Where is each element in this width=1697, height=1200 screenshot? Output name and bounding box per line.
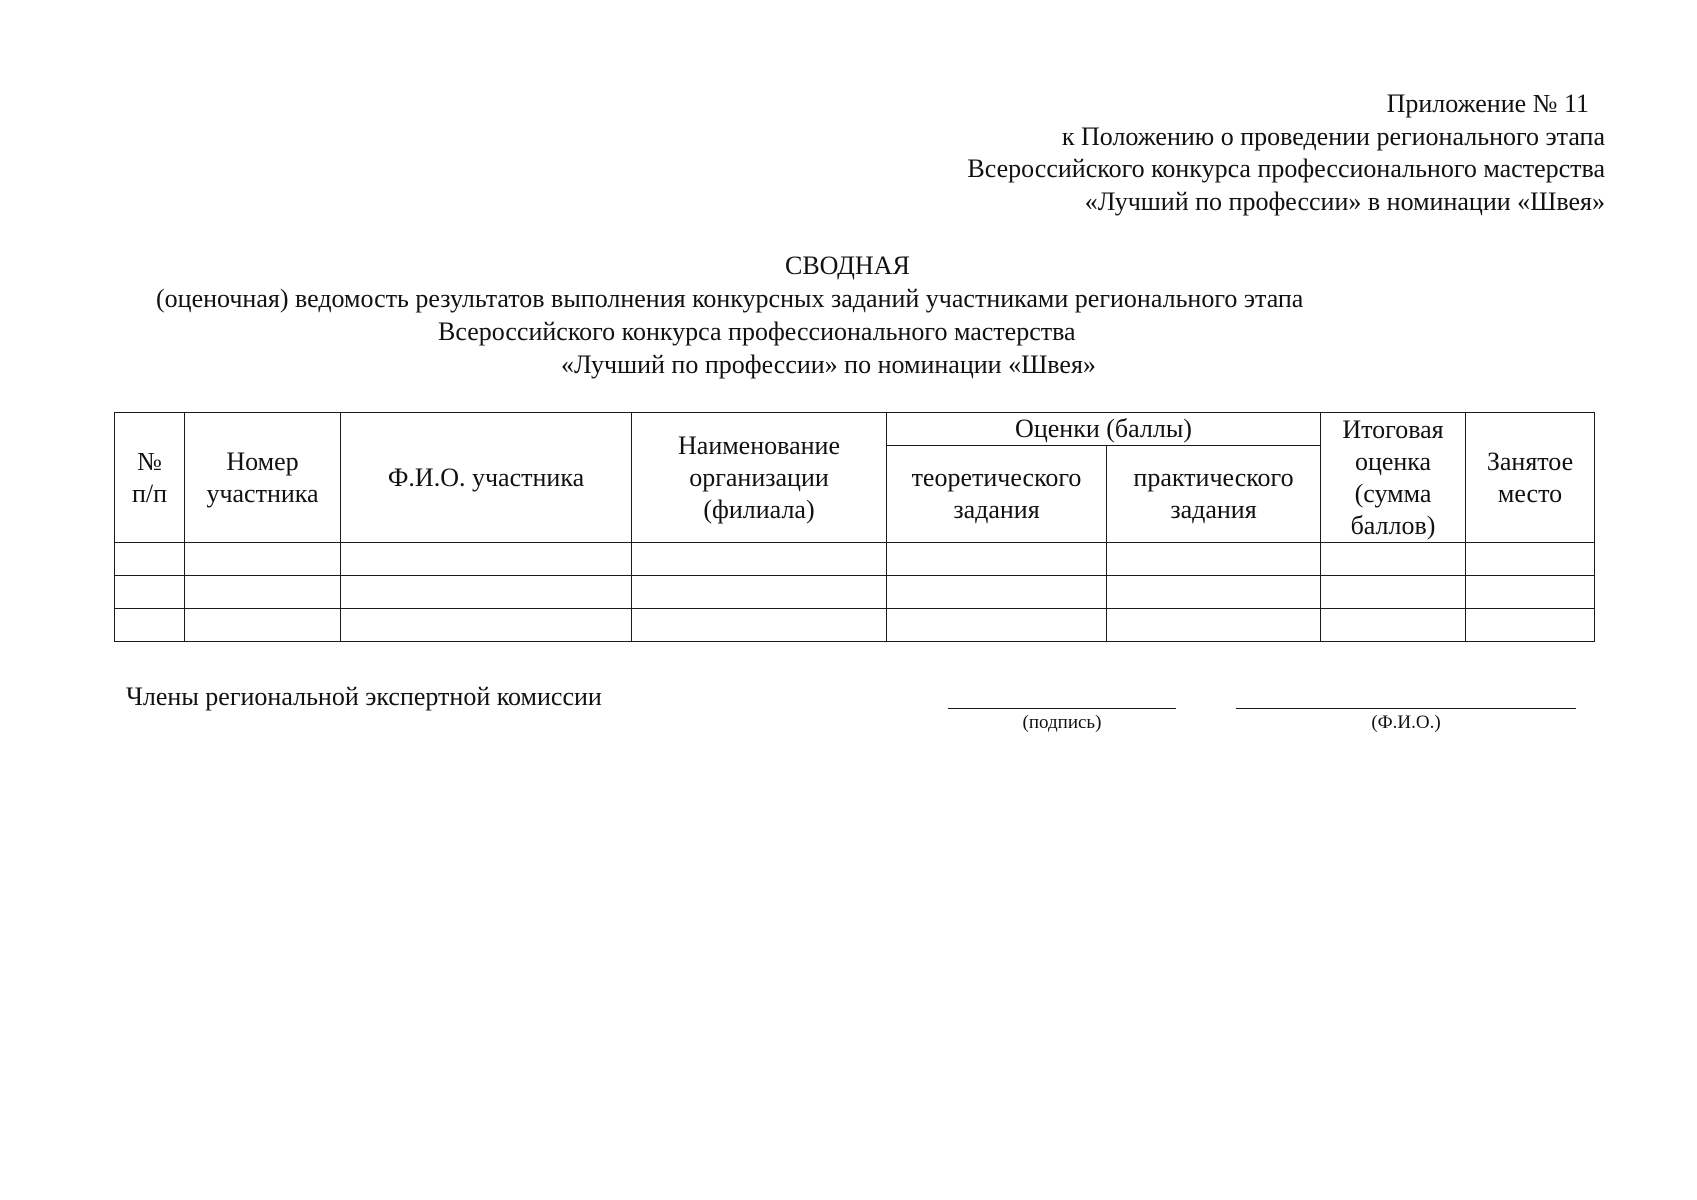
header-total: Итоговая оценка (сумма баллов) bbox=[1321, 413, 1466, 543]
table-cell[interactable] bbox=[115, 543, 185, 576]
document-title bbox=[0, 249, 1697, 381]
header-num: № п/п bbox=[115, 413, 185, 543]
table-cell[interactable] bbox=[887, 609, 1107, 642]
title-line-3: «Лучший по профессии» по номинации «Швея» bbox=[561, 350, 1096, 379]
table-cell[interactable] bbox=[1107, 576, 1321, 609]
table-cell[interactable] bbox=[1321, 543, 1466, 576]
table-row bbox=[115, 609, 1595, 642]
table-cell[interactable] bbox=[1321, 609, 1466, 642]
table-cell[interactable] bbox=[1321, 576, 1466, 609]
fio-caption: (Ф.И.О.) bbox=[1371, 712, 1441, 733]
table-cell[interactable] bbox=[1466, 576, 1595, 609]
table-cell[interactable] bbox=[1107, 609, 1321, 642]
results-table bbox=[114, 412, 1595, 642]
title-main: СВОДНАЯ bbox=[785, 251, 910, 280]
table-cell[interactable] bbox=[887, 543, 1107, 576]
header-theory: теоретического задания bbox=[887, 446, 1107, 543]
title-line-1: (оценочная) ведомость результатов выполнения конкурсных заданий участниками регионального этапа bbox=[156, 284, 1304, 313]
appendix-reference: к Положению о проведении регионального этапа bbox=[1061, 121, 1605, 151]
appendix-contest: Всероссийского конкурса профессионального мастерства bbox=[967, 154, 1605, 183]
table-cell[interactable] bbox=[887, 576, 1107, 609]
table-cell[interactable] bbox=[1466, 609, 1595, 642]
table-cell[interactable] bbox=[1107, 543, 1321, 576]
table-cell[interactable] bbox=[185, 543, 341, 576]
table-cell[interactable] bbox=[115, 609, 185, 642]
header-participant-number: Номер участника bbox=[185, 413, 341, 543]
signature-caption: (подпись) bbox=[1022, 712, 1102, 733]
table-row bbox=[115, 576, 1595, 609]
appendix-nomination: «Лучший по профессии» в номинации «Швея» bbox=[1084, 186, 1605, 216]
table-cell[interactable] bbox=[632, 576, 887, 609]
fio-line[interactable] bbox=[1236, 708, 1576, 709]
header-fio: Ф.И.О. участника bbox=[341, 413, 632, 543]
header-scores-group: Оценки (баллы) bbox=[887, 413, 1321, 446]
appendix-header bbox=[967, 88, 1605, 218]
table-cell[interactable] bbox=[1466, 543, 1595, 576]
table-header-row bbox=[115, 413, 1595, 446]
table-cell[interactable] bbox=[341, 543, 632, 576]
signature-line[interactable] bbox=[948, 708, 1176, 709]
header-practice: практического задания bbox=[1107, 446, 1321, 543]
appendix-number: Приложение № 11 bbox=[1386, 89, 1589, 118]
table-cell[interactable] bbox=[185, 576, 341, 609]
header-place: Занятое место bbox=[1466, 413, 1595, 543]
table-cell[interactable] bbox=[632, 609, 887, 642]
table-cell[interactable] bbox=[341, 576, 632, 609]
table-row bbox=[115, 543, 1595, 576]
table-cell[interactable] bbox=[341, 609, 632, 642]
table-body bbox=[115, 543, 1595, 642]
table-cell[interactable] bbox=[185, 609, 341, 642]
commission-members-label: Члены региональной экспертной комиссии bbox=[126, 682, 602, 711]
table-cell[interactable] bbox=[115, 576, 185, 609]
table-cell[interactable] bbox=[632, 543, 887, 576]
header-organization: Наименование организации (филиала) bbox=[632, 413, 887, 543]
title-line-2: Всероссийского конкурса профессионального мастерства bbox=[438, 317, 1076, 346]
